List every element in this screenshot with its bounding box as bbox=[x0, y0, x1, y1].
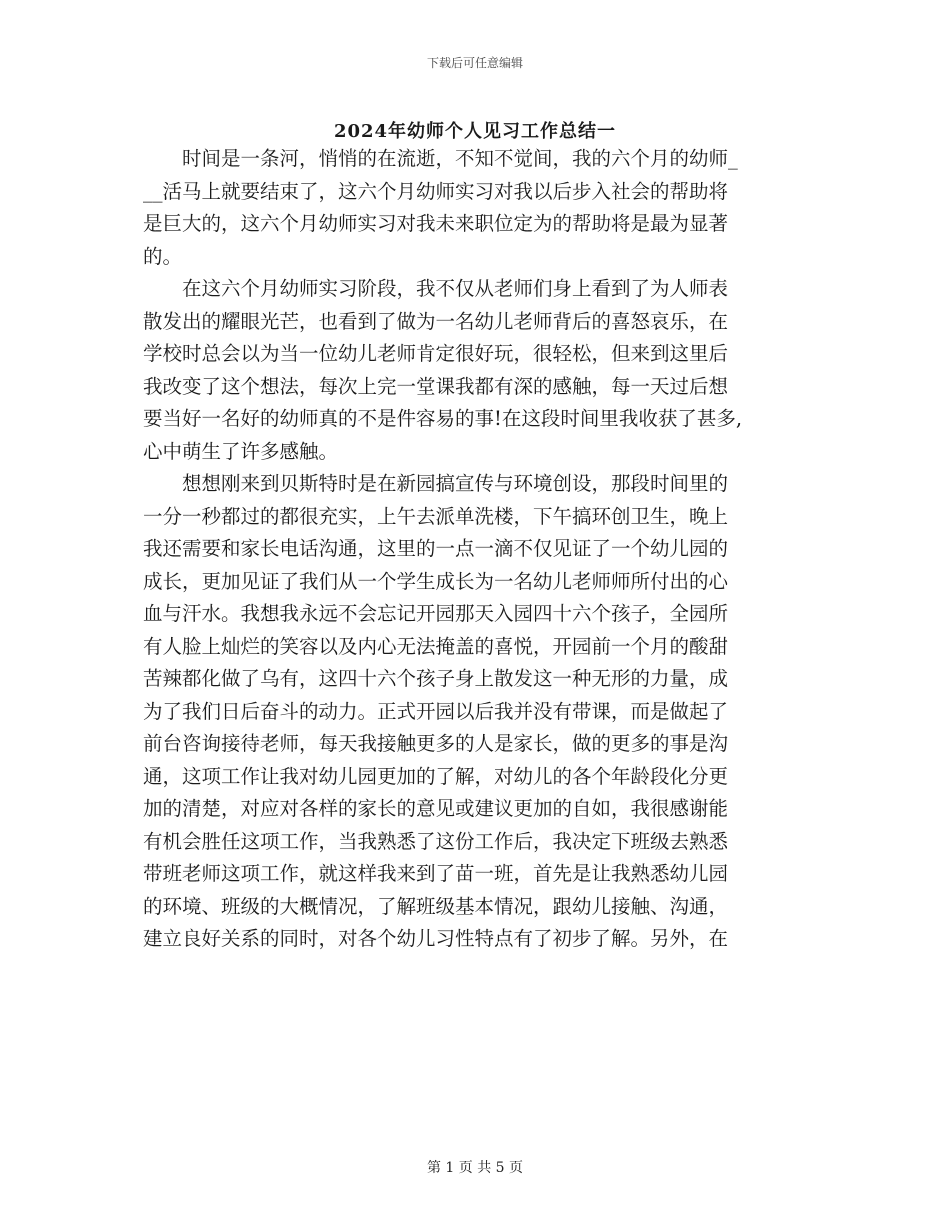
body-line: 成长，更加见证了我们从一个学生成长为一名幼儿老师师所付出的心 bbox=[143, 569, 729, 593]
body-line: 心中萌生了许多感触。 bbox=[143, 439, 339, 463]
body-line: 血与汗水。我想我永远不会忘记开园那天入园四十六个孩子，全园所 bbox=[143, 602, 729, 625]
body-line: 要当好一名好的幼师真的不是件容易的事!在这段时间里我收获了甚多, bbox=[143, 407, 743, 430]
body-line: 我改变了这个想法，每次上完一堂课我都有深的感触，每一天过后想 bbox=[143, 374, 729, 398]
body-line: 散发出的耀眼光芒，也看到了做为一名幼儿老师背后的喜怒哀乐，在 bbox=[143, 309, 729, 333]
body-line: 时间是一条河，悄悄的在流逝，不知不觉间，我的六个月的幼师_ bbox=[143, 147, 738, 170]
body-line: 苦辣都化做了乌有，这四十六个孩子身上散发这一种无形的力量，成 bbox=[143, 667, 729, 690]
body-line: 我还需要和家长电话沟通，这里的一点一滴不仅见证了一个幼儿园的 bbox=[143, 537, 729, 560]
body-line: 为了我们日后奋斗的动力。正式开园以后我并没有带课，而是做起了 bbox=[143, 699, 729, 723]
document-body bbox=[143, 143, 807, 956]
page-footer: 第 1 页 共 5 页 bbox=[426, 1160, 524, 1176]
body-line: 的。 bbox=[143, 244, 183, 268]
body-line: 在这六个月幼师实习阶段，我不仅从老师们身上看到了为人师表 bbox=[143, 277, 729, 300]
body-line: 的环境、班级的大概情况，了解班级基本情况，跟幼儿接触、沟通， bbox=[143, 894, 729, 918]
body-line: 想想刚来到贝斯特时是在新园搞宣传与环境创设，那段时间里的 bbox=[143, 472, 729, 495]
body-line: 通，这项工作让我对幼儿园更加的了解，对幼儿的各个年龄段化分更 bbox=[143, 764, 729, 788]
body-line: 有人脸上灿烂的笑容以及内心无法掩盖的喜悦，开园前一个月的酸甜 bbox=[143, 634, 729, 658]
page-header: 下载后可任意编辑 bbox=[426, 56, 523, 70]
body-line: 一分一秒都过的都很充实，上午去派单洗楼，下午搞环创卫生，晚上 bbox=[143, 504, 729, 528]
document-title: 2024年幼师个人见习工作总结一 bbox=[333, 121, 617, 142]
body-line: 带班老师这项工作，就这样我来到了苗一班，首先是让我熟悉幼儿园 bbox=[143, 862, 729, 885]
body-line: __活马上就要结束了，这六个月幼师实习对我以后步入社会的帮助将 bbox=[143, 179, 729, 203]
body-line: 建立良好关系的同时，对各个幼儿习性特点有了初步了解。另外，在 bbox=[143, 927, 729, 950]
body-line: 加的清楚，对应对各样的家长的意见或建议更加的自如，我很感谢能 bbox=[143, 797, 729, 820]
body-line: 有机会胜任这项工作，当我熟悉了这份工作后，我决定下班级去熟悉 bbox=[143, 829, 729, 853]
body-line: 是巨大的，这六个月幼师实习对我未来职位定为的帮助将是最为显著 bbox=[143, 212, 729, 235]
body-line: 前台咨询接待老师，每天我接触更多的人是家长，做的更多的事是沟 bbox=[143, 732, 729, 755]
body-line: 学校时总会以为当一位幼儿老师肯定很好玩，很轻松，但来到这里后 bbox=[143, 342, 729, 365]
